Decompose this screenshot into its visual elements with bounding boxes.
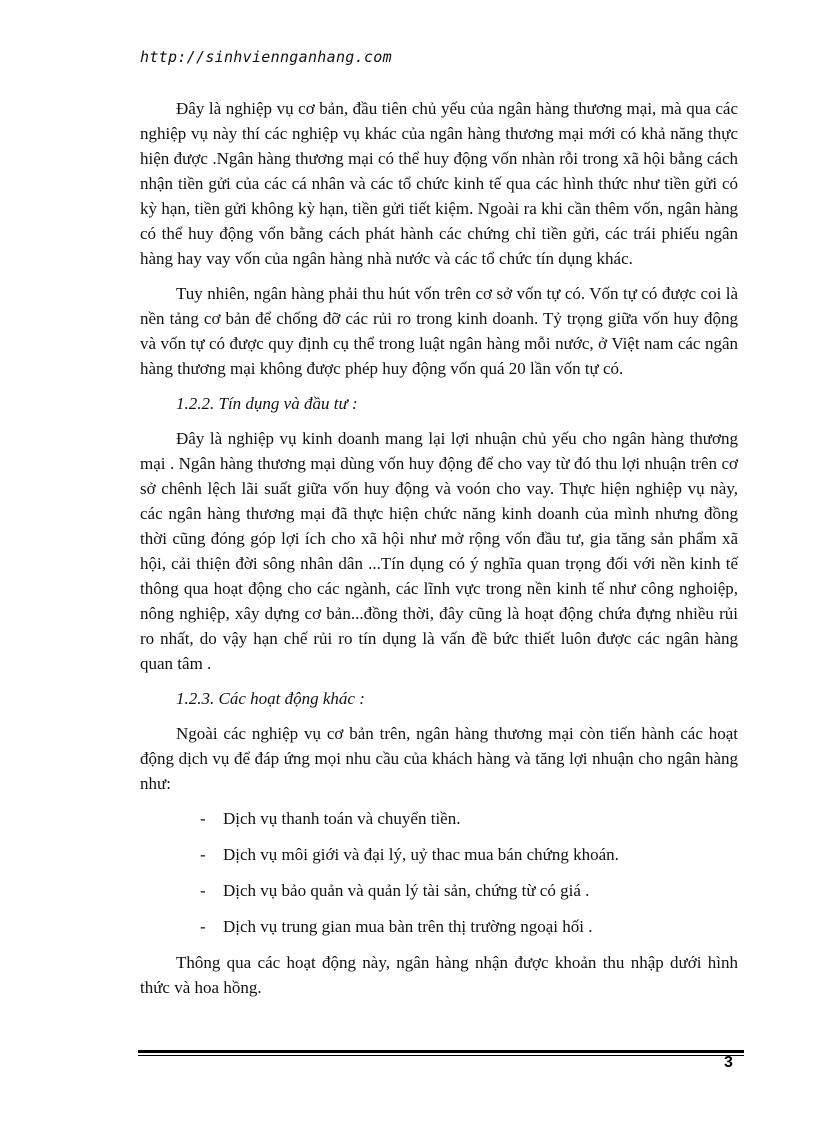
paragraph-deposit-services: Đây là nghiệp vụ cơ bản, đầu tiên chủ yếu của ngân hàng thương mại, mà qua các nghiệp vụ này thí các nghiệp vụ khác của ngân hàng thương mại mới có khả năng thực hiện được .Ngân hàng thương mại có thể huy động vốn nhàn rỗi trong xã hội bằng cách nhận tiền gửi của các cá nhân và các tổ chức kinh tế qua các hình thức như tiền gửi có kỳ hạn, tiền gửi không kỳ hạn, tiền gửi tiết kiệm. Ngoài ra khi cần thêm vốn, ngân hàng có thể huy động vốn bằng cách phát hành các chứng chỉ tiền gửi, các trái phiếu ngân hàng hay vay vốn của ngân hàng nhà nước và các tổ chức tín dụng khác. bbox=[140, 99, 738, 268]
paragraph-own-capital: Tuy nhiên, ngân hàng phải thu hút vốn trên cơ sở vốn tự có. Vốn tự có được coi là nền tảng cơ bản để chống đỡ các rủi ro trong kinh doanh. Tỷ trọng giữa vốn huy động và vốn tự có được quy định cụ thể trong luật ngân hàng mỗi nước, ở Việt nam các ngân hàng thương mại không được phép huy động vốn quá 20 lần vốn tự có. bbox=[140, 284, 738, 378]
paragraph-income-summary: Thông qua các hoạt động này, ngân hàng nhận được khoản thu nhập dưới hình thức và hoa hồng. bbox=[140, 953, 738, 997]
page-number: 3 bbox=[724, 1054, 733, 1071]
list-item-text: Dịch vụ môi giới và đại lý, uỷ thac mua bán chứng khoán. bbox=[223, 845, 619, 864]
list-item-text: Dịch vụ thanh toán và chuyển tiền. bbox=[223, 809, 461, 828]
paragraph-other-activities: Ngoài các nghiệp vụ cơ bản trên, ngân hàng thương mại còn tiến hành các hoạt động dịch vụ để đáp ứng mọi nhu cầu của khách hàng và tăng lợi nhuận cho ngân hàng như: bbox=[140, 724, 738, 793]
section-heading-other-activities: 1.2.3. Các hoạt động khác : bbox=[176, 689, 365, 708]
list-item-text: Dịch vụ trung gian mua bàn trên thị trường ngoại hối . bbox=[223, 917, 593, 936]
list-item-text: Dịch vụ bảo quản và quản lý tài sản, chứng từ có giá . bbox=[223, 881, 590, 900]
list-dash: - bbox=[200, 845, 206, 864]
list-dash: - bbox=[200, 917, 206, 936]
paragraph-credit: Đây là nghiệp vụ kinh doanh mang lại lợi nhuận chủ yếu cho ngân hàng thương mại . Ngân hàng thương mại dùng vốn huy động để cho vay từ đó thu lợi nhuận trên cơ sở chênh lệch lãi suất giữa vốn huy động và voón cho vay. Thực hiện nghiệp vụ này, các ngân hàng thương mại đã thực hiện chức năng kinh doanh của mình nhưng đồng thời cũng đóng góp lợi ích cho xã hội như mở rộng vốn đầu tư, gia tăng sản phẩm xã hội, cải thiện đời sông nhân dân ...Tín dụng có ý nghĩa quan trọng đối với nền kinh tế thông qua hoạt động cho các ngành, các lĩnh vực trong nền kinh tế như công nghoiệp, nông nghiệp, xây dựng cơ bản...đồng thời, đây cũng là hoạt động chứa đựng nhiều rủi ro nhất, do vậy hạn chế rủi ro tín dụng là vấn đề bức thiết luôn được các ngân hàng quan tâm . bbox=[140, 429, 738, 673]
list-item bbox=[140, 806, 738, 831]
list-item bbox=[140, 914, 738, 939]
list-item bbox=[140, 878, 738, 903]
services-list bbox=[140, 806, 738, 939]
list-dash: - bbox=[200, 809, 206, 828]
document-body bbox=[140, 96, 738, 1010]
section-heading-credit-investment: 1.2.2. Tín dụng và đầu tư : bbox=[176, 394, 358, 413]
list-dash: - bbox=[200, 881, 206, 900]
header-url: http://sinhviennganhang.com bbox=[140, 48, 392, 66]
list-item bbox=[140, 842, 738, 867]
footer-rule bbox=[138, 1050, 744, 1056]
